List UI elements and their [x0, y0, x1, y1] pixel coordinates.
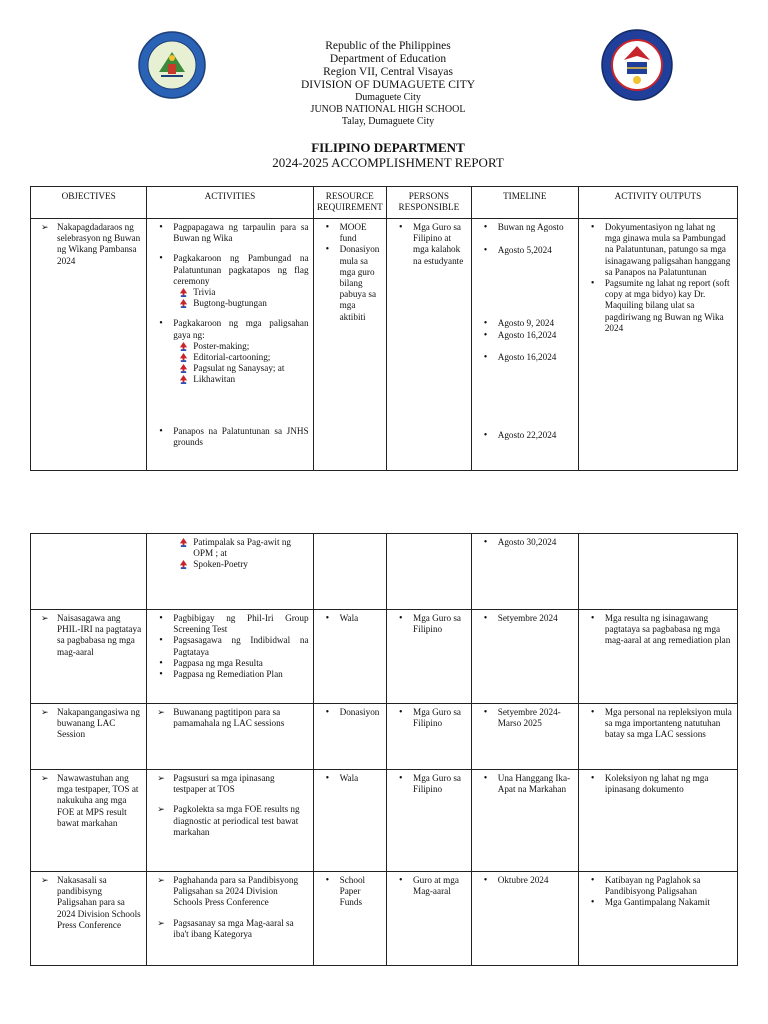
resource-item: • Donasiyon mula sa mga guro bilang pabuya sa mga aktibiti [340, 244, 382, 322]
outputs-cell [578, 219, 737, 471]
activity-item: • Pagpasa ng mga Resulta [173, 658, 308, 669]
output-item: • Katibayan ng Paglahok sa Pandibisyong Paligsahan [605, 875, 733, 897]
red-arrow-icon [179, 353, 188, 362]
timeline-item: • Setyembre 2024 [498, 613, 574, 624]
letterhead-school: JUNOB NATIONAL HIGH SCHOOL [310, 104, 466, 115]
activity-item: • Pagkakaroon ng mga paligsahan gaya ng: [173, 318, 308, 340]
activities-cell [147, 219, 313, 471]
objective-text: ➢ Nakasasali sa pandibisyng Paligsahan para sa 2024 Division Schools Press Conference [57, 875, 142, 931]
person-item: • Mga Guro sa Filipino [413, 707, 467, 729]
header-objectives: OBJECTIVES [31, 187, 147, 219]
activity-item: • Pagbibigay ng Phil-Iri Group Screening Test [173, 613, 308, 635]
sub-activity-item: Trivia [193, 287, 308, 298]
objective-cell [31, 704, 147, 770]
sub-activity-item: Likhawitan [193, 374, 308, 385]
timeline-cell [471, 872, 578, 966]
outputs-cell [578, 610, 737, 704]
header-timeline: TIMELINE [471, 187, 578, 219]
letterhead-deped: Department of Education [329, 53, 447, 65]
activities-cell [147, 534, 313, 610]
activity-item: • Pagsasagawa ng Indibidwal na Pagtataya [173, 635, 308, 657]
persons-cell [387, 770, 472, 872]
objective-text: ➢ Nakapangangasiwa ng buwanang LAC Session [57, 707, 142, 741]
persons-cell [387, 534, 472, 610]
persons-cell [387, 219, 472, 471]
timeline-item: • Una Hanggang Ika-Apat na Markahan [498, 773, 574, 795]
outputs-cell [578, 534, 737, 610]
letterhead-address: Talay, Dumaguete City [341, 116, 435, 127]
persons-cell [387, 704, 472, 770]
activity-item: ➢ Buwanang pagtitipon para sa pamamahala ng LAC sessions [173, 707, 308, 729]
sub-activity-item: Poster-making; [193, 341, 308, 352]
resource-item: • School Paper Funds [340, 875, 382, 909]
activity-item: ➢ Paghahanda para sa Pandibisyong Paligsahan sa 2024 Division Schools Press Conference [173, 875, 308, 909]
resource-cell [313, 704, 386, 770]
sub-activity-item: Patimpalak sa Pag-awit ng OPM ; at [193, 537, 308, 559]
activity-item: • Pagkakaroon ng Pambungad na Palatuntunan pagkatapos ng flag ceremony [173, 253, 308, 287]
outputs-cell [578, 770, 737, 872]
timeline-cell [471, 610, 578, 704]
report-title [0, 140, 768, 170]
timeline-item: • Setyembre 2024- Marso 2025 [498, 707, 574, 729]
red-arrow-icon [179, 538, 188, 547]
activities-cell [147, 610, 313, 704]
person-item: • Mga Guro sa Filipino [413, 773, 467, 795]
red-arrow-icon [179, 364, 188, 373]
header-outputs: ACTIVITY OUTPUTS [578, 187, 737, 219]
objective-cell [31, 219, 147, 471]
resource-item: • MOOE fund [340, 222, 382, 244]
department-title: FILIPINO DEPARTMENT [311, 140, 465, 155]
sub-activity-item: Editorial-cartooning; [193, 352, 308, 363]
timeline-item: • Agosto 30,2024 [498, 537, 574, 548]
letterhead [0, 40, 768, 128]
activity-item: ➢ Pagsusuri sa mga ipinasang testpaper at TOS [173, 773, 308, 795]
sub-activity-item: Pagsulat ng Sanaysay; at [193, 363, 308, 374]
timeline-item: • Oktubre 2024 [498, 875, 574, 886]
resource-cell [313, 872, 386, 966]
activity-item: • Pagpasa ng Remediation Plan [173, 669, 308, 680]
timeline-item: • Agosto 16,2024 [498, 352, 574, 363]
timeline-item: • Agosto 5,2024 [498, 245, 574, 256]
header-resource: RESOURCE REQUIREMENT [313, 187, 386, 219]
report-subtitle: 2024-2025 ACCOMPLISHMENT REPORT [272, 155, 504, 170]
timeline-cell [471, 704, 578, 770]
timeline-item: • Agosto 9, 2024 [498, 318, 574, 329]
timeline-cell [471, 770, 578, 872]
outputs-cell [578, 872, 737, 966]
resource-cell [313, 219, 386, 471]
timeline-item: • Agosto 22,2024 [498, 430, 574, 441]
person-item: • Mga Guro sa Filipino at mga kalahok na estudyante [413, 222, 467, 267]
resource-cell [313, 770, 386, 872]
activity-item: • Pagpapagawa ng tarpaulin para sa Buwan ng Wika [173, 222, 308, 244]
accomplishment-table-page1 [30, 186, 738, 471]
resource-item: • Donasiyon [340, 707, 382, 718]
activities-cell [147, 872, 313, 966]
table-row [31, 770, 738, 872]
objective-cell [31, 770, 147, 872]
output-item: • Mga resulta ng isinagawang pagtataya sa pagbabasa ng mga mag-aaral at ang remediation plan [605, 613, 733, 647]
persons-cell [387, 872, 472, 966]
output-item: • Pagsumite ng lahat ng report (soft copy at mga bidyo) kay Dr. Maquiling bilang ulat sa pagdiriwang ng Buwan ng Wika 2024 [605, 278, 733, 334]
table-row [31, 704, 738, 770]
objective-text: ➢ Nakapagdadaraos ng selebrasyon ng Buwan ng Wikang Pambansa 2024 [57, 222, 142, 267]
table-row [31, 534, 738, 610]
activities-cell [147, 770, 313, 872]
table-row [31, 219, 738, 471]
resource-item: • Wala [340, 773, 382, 784]
objective-cell [31, 534, 147, 610]
output-item: • Dokyumentasiyon ng lahat ng mga ginawa mula sa Pambungad na Palatuntunan, patungo sa mga isinagawang paligsahan hanggang sa Panapos na Palatuntunan [605, 222, 733, 278]
header-activities: ACTIVITIES [147, 187, 313, 219]
letterhead-region: Region VII, Central Visayas [323, 66, 453, 78]
output-item: • Mga Gantimpalang Nakamit [605, 897, 733, 908]
objective-text: ➢ Naisasagawa ang PHIL-IRI na pagtataya sa pagbabasa ng mga mag-aaral [57, 613, 142, 658]
sub-activity-item: Bugtong-bugtungan [193, 298, 308, 309]
objective-cell [31, 872, 147, 966]
letterhead-city: Dumaguete City [355, 92, 421, 103]
sub-activity-item: Spoken-Poetry [193, 559, 308, 570]
letterhead-division: DIVISION OF DUMAGUETE CITY [300, 79, 476, 91]
outputs-cell [578, 704, 737, 770]
persons-cell [387, 610, 472, 704]
activity-item: • Panapos na Palatuntunan sa JNHS grounds [173, 426, 308, 448]
timeline-item: • Agosto 16,2024 [498, 330, 574, 341]
activity-item: ➢ Pagkolekta sa mga FOE results ng diagnostic at periodical test bawat markahan [173, 804, 308, 838]
output-item: • Koleksiyon ng lahat ng mga ipinasang dokumento [605, 773, 733, 795]
timeline-item: • Buwan ng Agosto [498, 222, 574, 233]
red-arrow-icon [179, 375, 188, 384]
letterhead-republic: Republic of the Philippines [325, 40, 451, 52]
timeline-cell [471, 219, 578, 471]
red-arrow-icon [179, 299, 188, 308]
red-arrow-icon [179, 342, 188, 351]
accomplishment-table-page2 [30, 533, 738, 966]
timeline-cell [471, 534, 578, 610]
table-header-row [31, 187, 738, 219]
objective-text: ➢ Nawawastuhan ang mga testpaper, TOS at nakukuha ang mga FOE at MPS result bawat markahan [57, 773, 142, 829]
header-persons: PERSONS RESPONSIBLE [387, 187, 472, 219]
resource-cell [313, 610, 386, 704]
red-arrow-icon [179, 288, 188, 297]
activities-cell [147, 704, 313, 770]
person-item: • Guro at mga Mag-aaral [413, 875, 467, 897]
red-arrow-icon [179, 560, 188, 569]
resource-cell [313, 534, 386, 610]
activity-item: ➢ Pagsasanay sa mga Mag-aaral sa iba't ibang Kategorya [173, 918, 308, 940]
table-row [31, 872, 738, 966]
objective-cell [31, 610, 147, 704]
output-item: • Mga personal na repleksiyon mula sa mga importanteng natutuhan batay sa mga LAC sessions [605, 707, 733, 741]
person-item: • Mga Guro sa Filipino [413, 613, 467, 635]
table-row [31, 610, 738, 704]
resource-item: • Wala [340, 613, 382, 624]
